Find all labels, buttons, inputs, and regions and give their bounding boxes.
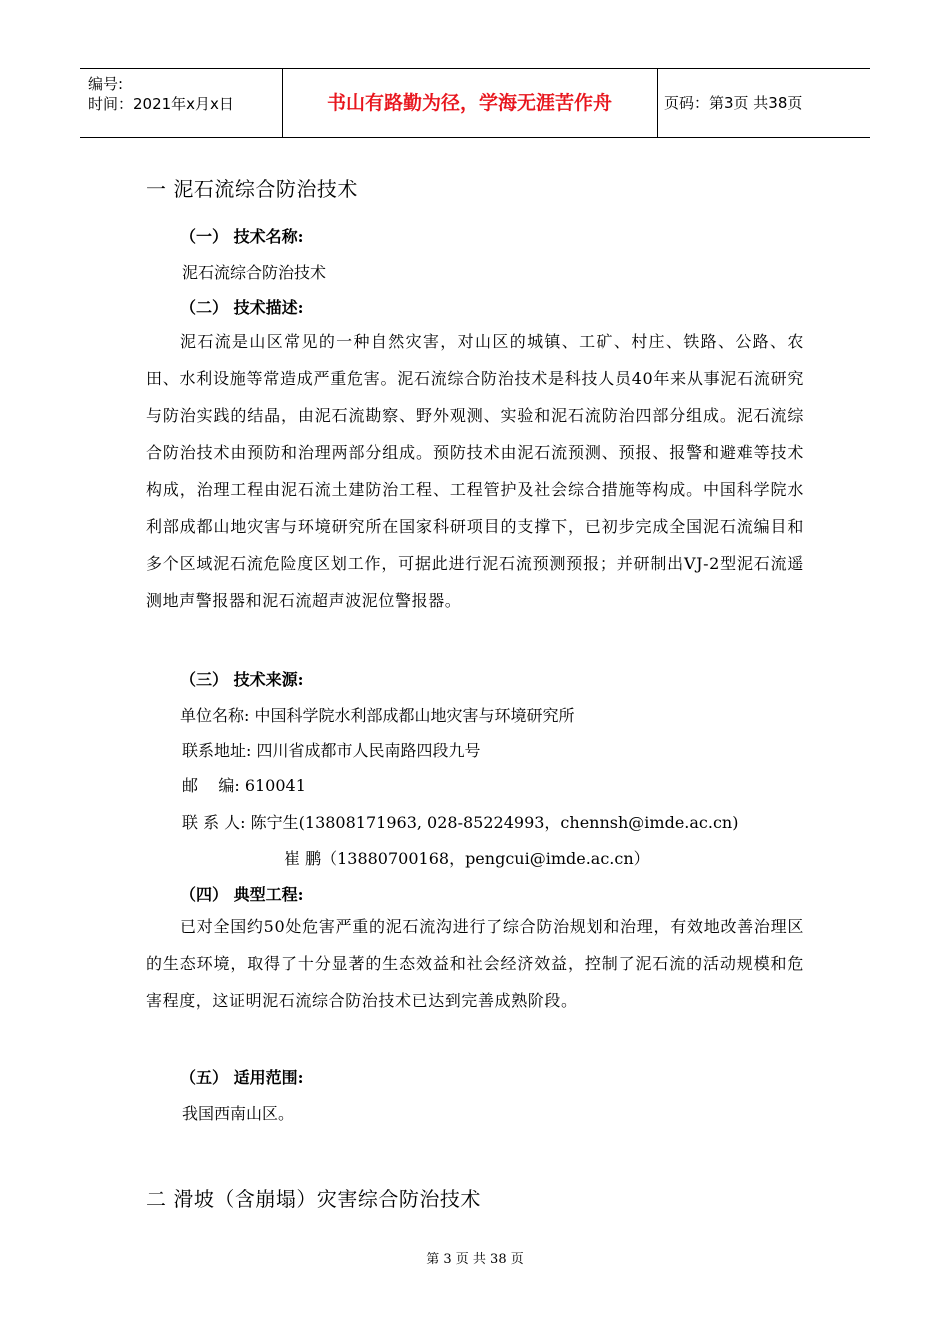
unit-name: 单位名称: 中国科学院水利部成都山地灾害与环境研究所 xyxy=(180,706,575,725)
scope-text: 我国西南山区。 xyxy=(182,1104,295,1123)
header-motto: 书山有路勤为径，学海无涯苦作舟 xyxy=(282,69,658,137)
section-2-title: 二 滑坡（含崩塌）灾害综合防治技术 xyxy=(146,1187,481,1211)
contact-person-1: 联 系 人: 陈宁生(13808171963, 028-85224993，chennsh@imde.ac.cn) xyxy=(182,813,739,832)
contact-person-2: 崔 鹏（13880700168，pengcui@imde.ac.cn） xyxy=(284,849,650,868)
page-header xyxy=(80,68,870,138)
technology-description: 泥石流是山区常见的一种自然灾害，对山区的城镇、工矿、村庄、铁路、公路、农田、水利设施等常造成严重危害。泥石流综合防治技术是科技人员40年来从事泥石流研究与防治实践的结晶，由泥石流勘察、野外观测、实验和泥石流防治四部分组成。泥石流综合防治技术由预防和治理两部分组成。预防技术由泥石流预测、预报、报警和避难等技术构成，治理工程由泥石流土建防治工程、工程管护及社会综合措施等构成。中国科学院水利部成都山地灾害与环境研究所在国家科研项目的支撑下，已初步完成全国泥石流编目和多个区域泥石流危险度区划工作，可据此进行泥石流预测预报；并研制出VJ-2型泥石流遥测地声警报器和泥石流超声波泥位警报器。 xyxy=(146,332,804,610)
postcode: 邮 编: 610041 xyxy=(182,776,306,795)
time-label: 时间：2021年x月x日 xyxy=(88,95,234,113)
subsection-name-heading: （一） 技术名称: xyxy=(180,227,304,246)
subsection-scope-heading: （五） 适用范围: xyxy=(180,1068,304,1087)
contact-address: 联系地址: 四川省成都市人民南路四段九号 xyxy=(182,741,481,760)
subsection-source-heading: （三） 技术来源: xyxy=(180,670,304,689)
typical-project-text: 已对全国约50处危害严重的泥石流沟进行了综合防治规划和治理，有效地改善治理区的生态环境，取得了十分显著的生态效益和社会经济效益，控制了泥石流的活动规模和危害程度，这证明泥石流综合防治技术已达到完善成熟阶段。 xyxy=(146,917,804,1010)
subsection-description-heading: （二） 技术描述: xyxy=(180,298,304,317)
section-1-title: 一 泥石流综合防治技术 xyxy=(146,177,358,201)
technology-name: 泥石流综合防治技术 xyxy=(182,263,327,282)
subsection-project-heading: （四） 典型工程: xyxy=(180,885,304,904)
header-meta xyxy=(80,69,283,137)
page-footer: 第 3 页 共 38 页 xyxy=(426,1252,524,1267)
number-label: 编号: xyxy=(88,75,124,93)
header-page-info: 页码：第3页 共38页 xyxy=(664,94,803,112)
